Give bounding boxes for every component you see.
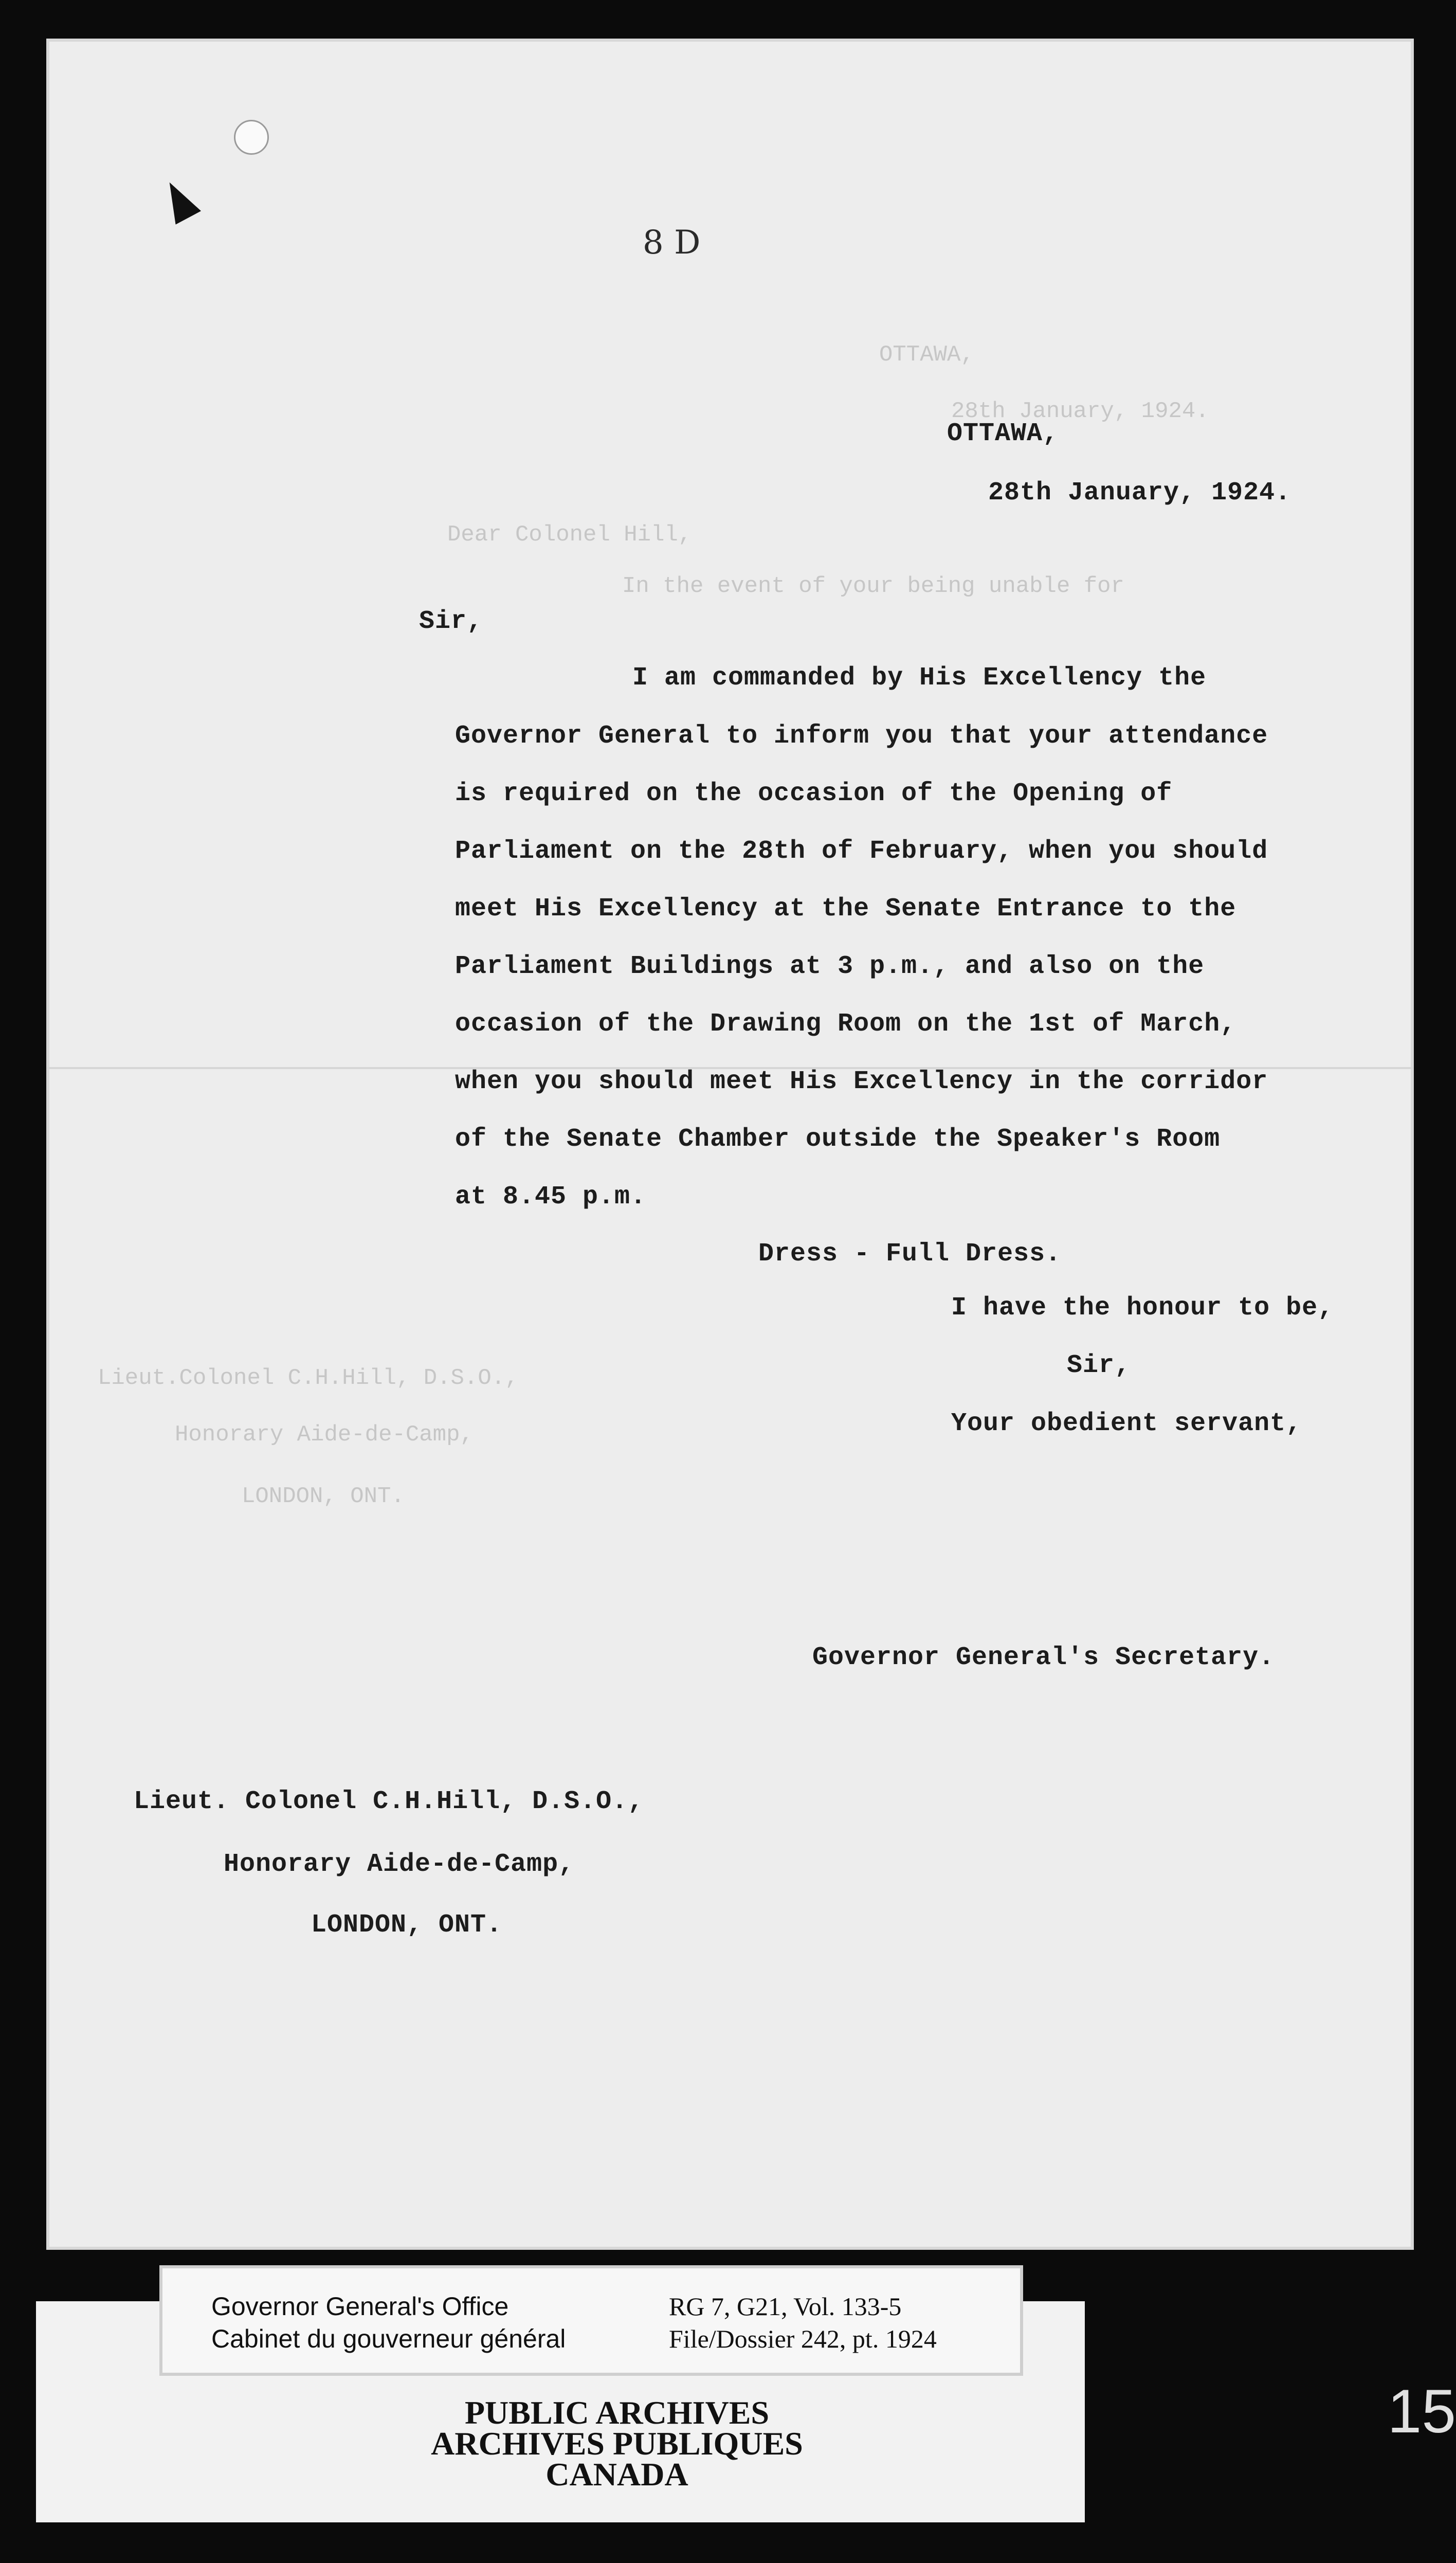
ghost-text: LONDON, ONT.: [242, 1484, 405, 1509]
ghost-text: 28th January, 1924.: [951, 399, 1209, 424]
body-line: Parliament Buildings at 3 p.m., and also on the: [455, 952, 1205, 981]
body-line: occasion of the Drawing Room on the 1st of March,: [455, 1009, 1236, 1039]
closing-line: Your obedient servant,: [951, 1409, 1302, 1438]
ghost-text: Dear Colonel Hill,: [447, 522, 692, 548]
frame-number: 15: [1387, 2377, 1456, 2446]
ghost-text: OTTAWA,: [879, 342, 974, 368]
addressee-line: Honorary Aide-de-Camp,: [224, 1850, 575, 1879]
label-office-en: Governor General's Office: [211, 2292, 509, 2321]
body-line: at 8.45 p.m.: [455, 1182, 647, 1212]
letter-place: OTTAWA,: [947, 419, 1059, 448]
letter-page: [46, 39, 1414, 2250]
ghost-text: In the event of your being unable for: [622, 573, 1124, 599]
ghost-text: Honorary Aide-de-Camp,: [175, 1422, 474, 1448]
punch-hole: [234, 120, 269, 155]
body-line: Governor General to inform you that your attendance: [455, 721, 1268, 751]
handwritten-mark: 8 D: [643, 224, 701, 262]
corner-tear: [157, 175, 201, 224]
addressee-line: Lieut. Colonel C.H.Hill, D.S.O.,: [134, 1787, 644, 1816]
archives-stamp-line: PUBLIC ARCHIVES: [464, 2394, 770, 2431]
label-file: File/Dossier 242, pt. 1924: [669, 2324, 937, 2353]
label-office-fr: Cabinet du gouverneur général: [211, 2324, 566, 2353]
salutation: Sir,: [419, 607, 483, 636]
dress-line: Dress - Full Dress.: [758, 1239, 1062, 1269]
body-line: Parliament on the 28th of February, when you should: [455, 837, 1268, 866]
ghost-text: Lieut.Colonel C.H.Hill, D.S.O.,: [98, 1365, 519, 1391]
closing-line: Sir,: [1067, 1351, 1131, 1380]
letter-date: 28th January, 1924.: [988, 478, 1291, 508]
body-line: is required on the occasion of the Opening of: [455, 779, 1173, 808]
archive-reference-label: [159, 2265, 1023, 2376]
body-line: of the Senate Chamber outside the Speaker's Room: [455, 1125, 1221, 1154]
archives-stamp-line: CANADA: [545, 2456, 688, 2493]
addressee-line: LONDON, ONT.: [311, 1910, 503, 1940]
signature-title: Governor General's Secretary.: [812, 1643, 1275, 1672]
archives-stamp-line: ARCHIVES PUBLIQUES: [431, 2425, 803, 2462]
closing-line: I have the honour to be,: [951, 1293, 1334, 1323]
label-reference: RG 7, G21, Vol. 133-5: [669, 2292, 902, 2321]
body-line: I am commanded by His Excellency the: [632, 663, 1207, 693]
body-line: when you should meet His Excellency in the corridor: [455, 1067, 1268, 1096]
body-line: meet His Excellency at the Senate Entrance to the: [455, 894, 1236, 924]
